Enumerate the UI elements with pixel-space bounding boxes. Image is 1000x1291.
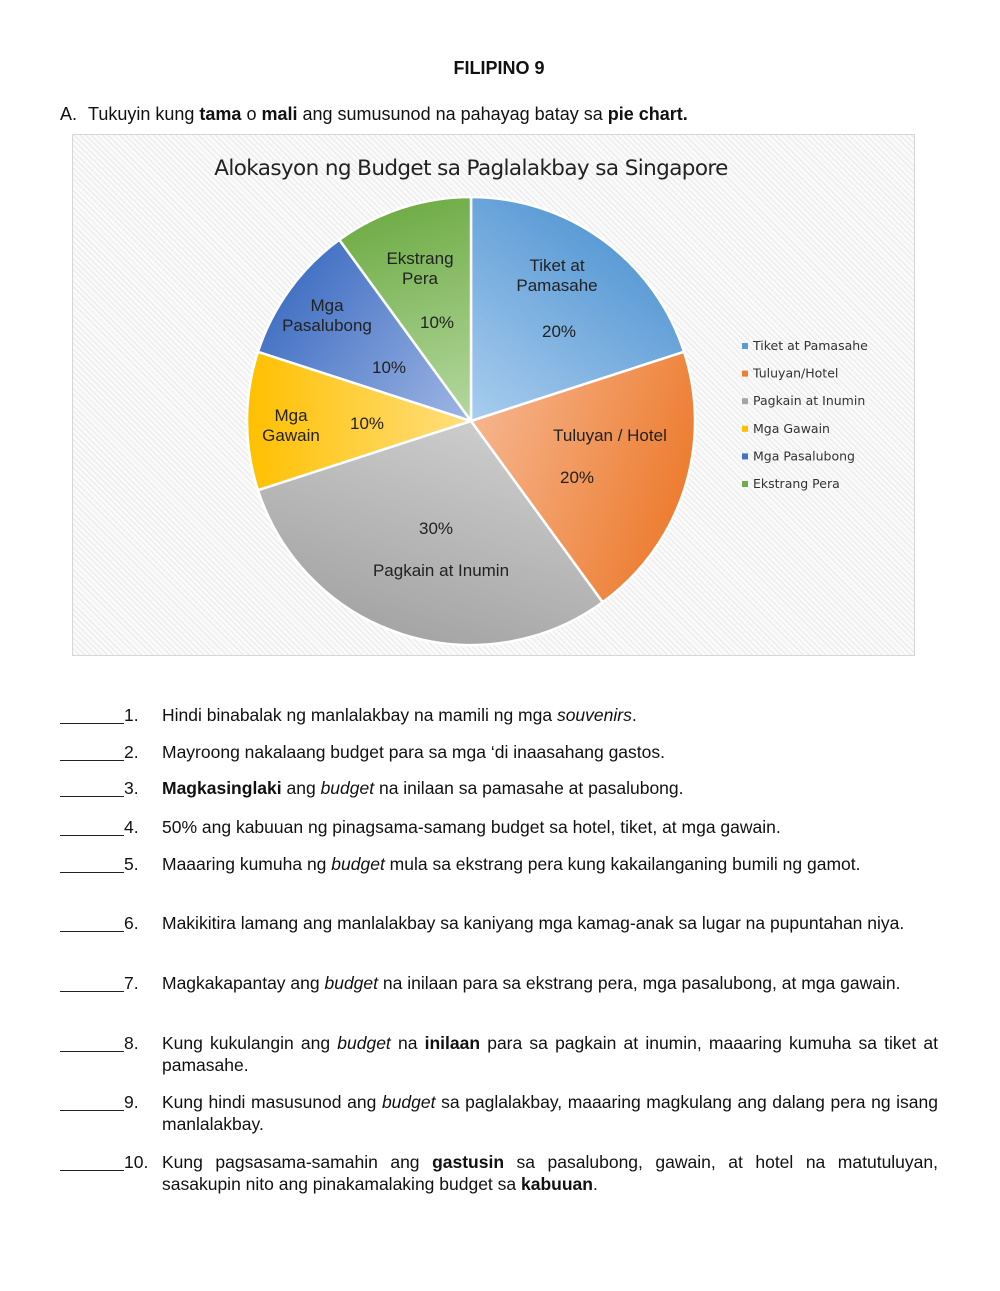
question-text-part: inilaan: [424, 1033, 481, 1053]
question-text-part: Makikitira lamang ang manlalakbay sa kaniyang mga kamag-anak sa lugar na pupuntahan niya.: [162, 913, 905, 933]
question-number: 5.: [124, 854, 139, 874]
question-text-part: .: [631, 705, 637, 725]
question-text: [162, 912, 938, 934]
question-number: 7.: [124, 973, 139, 993]
instruction-part: mali: [261, 104, 298, 124]
instruction-part: tama: [199, 104, 242, 124]
question-text: [162, 777, 938, 799]
legend-entry: Tiket at Pamasahe: [753, 338, 868, 353]
legend-swatch: [742, 398, 748, 404]
question-text-part: budget: [331, 854, 385, 874]
question-number: 8.: [124, 1033, 139, 1053]
question-number: 4.: [124, 817, 139, 837]
slice-label: Pagkain at Inumin: [372, 561, 510, 580]
question-text-part: budget: [381, 1092, 436, 1112]
slice-label: Tuluyan / Hotel: [553, 426, 667, 445]
question-text-part: budget: [324, 973, 379, 993]
slice-label: Mga: [310, 296, 344, 315]
question-text-part: budget: [337, 1033, 391, 1053]
slice-label: Pasalubong: [282, 316, 372, 335]
slice-label: Ekstrang: [386, 249, 454, 268]
question-text-part: Magkakapantay ang: [162, 973, 325, 993]
slice-value-label: 10%: [349, 414, 385, 433]
question-number: 2.: [124, 742, 139, 762]
question-number: 6.: [124, 913, 139, 933]
slice-label: Gawain: [262, 426, 320, 445]
answer-blank[interactable]: [60, 816, 124, 836]
question-text: [162, 972, 938, 994]
question-text-part: Kung pagsasama-samahin ang: [162, 1152, 433, 1172]
pie-chart-svg: [73, 135, 916, 657]
slice-value-label: 30%: [418, 519, 454, 538]
question-text-part: Hindi binabalak ng manlalakbay na mamili ng mga: [162, 705, 557, 725]
slice-value-label: 10%: [371, 358, 407, 377]
question-number: 9.: [124, 1092, 139, 1112]
instruction: [60, 104, 688, 125]
question-text: [162, 1151, 938, 1195]
question-text-part: budget: [320, 778, 375, 798]
slice-label: Pamasahe: [516, 276, 598, 295]
answer-blank[interactable]: [60, 704, 124, 724]
question-text: [162, 816, 938, 838]
legend-entry: Mga Gawain: [753, 420, 830, 436]
answer-blank[interactable]: [60, 1032, 124, 1052]
question-text-part: na inilaan para sa ekstrang pera, mga pasalubong, at mga gawain.: [378, 973, 901, 993]
answer-blank[interactable]: [60, 777, 124, 797]
slice-label: Mga: [274, 406, 308, 425]
question-text-part: Maaaring kumuha ng: [162, 854, 332, 874]
legend-entry: Ekstrang Pera: [753, 476, 840, 491]
question-text-part: Kung kukulangin ang: [162, 1033, 338, 1053]
slice-label: Tiket at: [529, 256, 585, 275]
answer-blank[interactable]: [60, 1091, 124, 1111]
question-number: 1.: [124, 705, 139, 725]
question-text-part: kabuuan: [521, 1174, 593, 1194]
answer-blank[interactable]: [60, 1151, 124, 1171]
question-text: [162, 853, 938, 875]
question-text: [162, 741, 938, 763]
question-text: [162, 704, 938, 726]
question-text-part: mula sa ekstrang pera kung kakailanganing bumili ng gamot.: [384, 854, 861, 874]
legend-swatch: [742, 481, 748, 487]
pie-chart: [72, 134, 915, 656]
question-text-part: sa pasalubong, gawain, at hotel na matutuluyan, sasakupin nito ang pinakamalaking budget sa: [162, 1152, 938, 1194]
legend-entry: Pagkain at Inumin: [753, 393, 866, 409]
question-text-part: Magkasinglaki: [162, 778, 282, 798]
question-text: [162, 1091, 938, 1135]
instruction-part: pie chart.: [607, 104, 688, 124]
answer-blank[interactable]: [60, 741, 124, 761]
slice-value-label: 20%: [541, 322, 577, 341]
legend-swatch: [742, 426, 748, 432]
question-text-part: souvenirs: [556, 705, 632, 725]
question-number: 10.: [124, 1152, 149, 1172]
answer-blank[interactable]: [60, 972, 124, 992]
instruction-part: Tukuyin kung: [88, 104, 200, 124]
legend-entry: Mga Pasalubong: [753, 448, 855, 464]
question-text-part: gastusin: [432, 1152, 505, 1172]
chart-title: Alokasyon ng Budget sa Paglalakbay sa Singapore: [214, 156, 728, 181]
answer-blank[interactable]: [60, 912, 124, 932]
page-title: FILIPINO 9: [453, 58, 545, 78]
question-text-part: na inilaan sa pamasahe at pasalubong.: [374, 778, 684, 798]
question-text-part: ang: [281, 778, 321, 798]
question-text-part: na: [390, 1033, 425, 1053]
question-text-part: Kung hindi masusunod ang: [162, 1092, 382, 1112]
legend-entry: Tuluyan/Hotel: [753, 365, 839, 381]
question-number: 3.: [124, 778, 139, 798]
question-text-part: para sa pagkain at inumin, maaaring kumuha sa tiket at pamasahe.: [162, 1033, 938, 1075]
answer-blank[interactable]: [60, 853, 124, 873]
instruction-part: o: [241, 104, 262, 124]
instruction-text: [88, 104, 688, 124]
question-text-part: Mayroong nakalaang budget para sa mga ‘di inaasahang gastos.: [162, 742, 665, 762]
question-text-part: 50% ang kabuuan ng pinagsama-samang budget sa hotel, tiket, at mga gawain.: [162, 817, 781, 837]
question-text: [162, 1032, 938, 1076]
slice-value-label: 20%: [559, 468, 595, 487]
legend-swatch: [742, 343, 748, 349]
question-text-part: sa paglalakbay, maaaring magkulang ang dalang pera ng isang manlalakbay.: [162, 1092, 938, 1134]
slice-value-label: 10%: [419, 313, 455, 332]
legend-swatch: [742, 453, 748, 459]
question-text-part: .: [592, 1174, 598, 1194]
instruction-part: ang sumusunod na pahayag batay sa: [297, 104, 608, 124]
slice-label: Pera: [402, 269, 438, 288]
section-letter: A.: [60, 104, 78, 124]
legend-swatch: [742, 371, 748, 377]
